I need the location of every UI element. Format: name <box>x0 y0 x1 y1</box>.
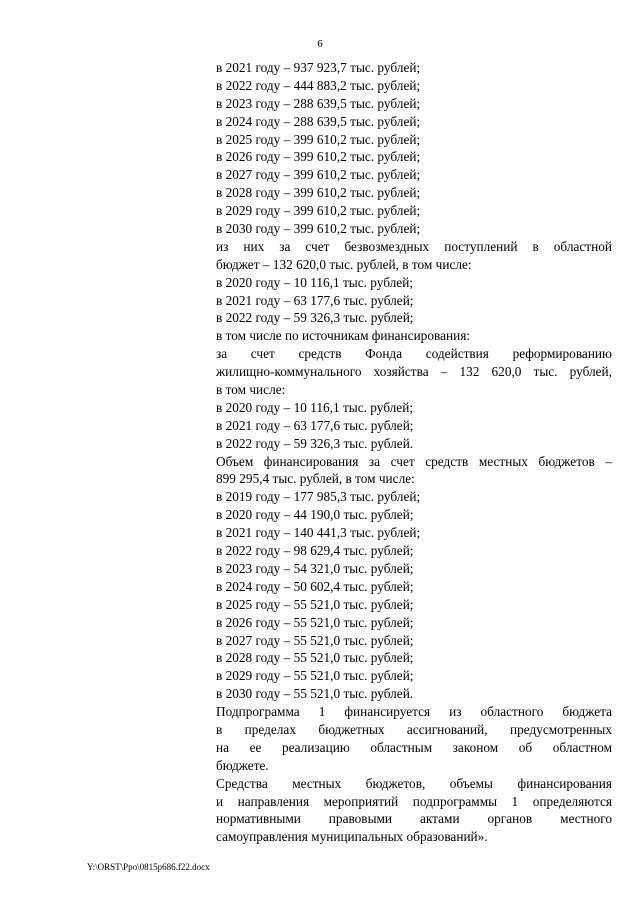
text-line: в 2027 году – 55 521,0 тыс. рублей; <box>216 632 414 648</box>
text-line: за счет средств Фонда содействия реформированию <box>216 346 612 362</box>
text-line: в 2026 году – 55 521,0 тыс. рублей; <box>216 614 414 630</box>
text-line: в 2022 году – 98 629,4 тыс. рублей; <box>216 543 414 559</box>
text-line: бюджете. <box>216 757 269 773</box>
text-line: в 2030 году – 55 521,0 тыс. рублей. <box>216 686 414 702</box>
text-line: в 2021 году – 140 441,3 тыс. рублей; <box>216 525 421 541</box>
text-line: в 2027 году – 399 610,2 тыс. рублей; <box>216 167 421 183</box>
text-line: в 2022 году – 59 326,3 тыс. рублей. <box>216 435 414 451</box>
text-line: на ее реализацию областным законом об областном <box>216 739 612 755</box>
text-line: в 2023 году – 54 321,0 тыс. рублей; <box>216 560 414 576</box>
text-line: в 2019 году – 177 985,3 тыс. рублей; <box>216 489 421 505</box>
text-line: в 2021 году – 63 177,6 тыс. рублей; <box>216 417 414 433</box>
text-line: в том числе по источникам финансирования: <box>216 328 471 344</box>
text-line: в 2020 году – 44 190,0 тыс. рублей; <box>216 507 414 523</box>
document-body <box>216 59 612 846</box>
text-line: и направления мероприятий подпрограммы 1 определяются <box>216 793 612 809</box>
text-line: из них за счет безвозмездных поступлений в областной <box>216 238 612 254</box>
text-line: в 2021 году – 937 923,7 тыс. рублей; <box>216 60 421 75</box>
text-line: 899 295,4 тыс. рублей, в том числе: <box>216 471 415 487</box>
text-line: Подпрограмма 1 финансируется из областного бюджета <box>216 704 612 720</box>
text-line: в 2028 году – 399 610,2 тыс. рублей; <box>216 185 421 201</box>
text-line: в 2020 году – 10 116,1 тыс. рублей; <box>216 274 414 290</box>
text-line: в 2024 году – 288 639,5 тыс. рублей; <box>216 113 421 129</box>
text-line: в 2020 году – 10 116,1 тыс. рублей; <box>216 399 414 415</box>
text-line: в 2030 году – 399 610,2 тыс. рублей; <box>216 221 421 237</box>
text-line: бюджет – 132 620,0 тыс. рублей, в том числе: <box>216 256 472 272</box>
text-line: в 2029 году – 55 521,0 тыс. рублей; <box>216 668 414 684</box>
text-line: в 2025 году – 55 521,0 тыс. рублей; <box>216 596 414 612</box>
text-line: нормативными правовыми актами органов местного <box>216 811 612 827</box>
text-line: Объем финансирования за счет средств местных бюджетов – <box>216 453 612 469</box>
text-line: в 2026 году – 399 610,2 тыс. рублей; <box>216 149 421 165</box>
text-line: в 2025 году – 399 610,2 тыс. рублей; <box>216 131 421 147</box>
text-line: самоуправления муниципальных образований». <box>216 829 488 845</box>
text-line: в 2023 году – 288 639,5 тыс. рублей; <box>216 95 421 111</box>
text-line: в 2022 году – 444 883,2 тыс. рублей; <box>216 77 421 93</box>
page-number: 6 <box>317 38 323 50</box>
text-line: Средства местных бюджетов, объемы финансирования <box>216 775 612 791</box>
text-line: в 2022 году – 59 326,3 тыс. рублей; <box>216 310 414 326</box>
text-line: в пределах бюджетных ассигнований, предусмотренных <box>216 721 612 737</box>
text-line: в 2021 году – 63 177,6 тыс. рублей; <box>216 292 414 308</box>
text-line: в 2024 году – 50 602,4 тыс. рублей; <box>216 578 414 594</box>
text-line: в 2028 году – 55 521,0 тыс. рублей; <box>216 650 414 666</box>
text-line: жилищно-коммунального хозяйства – 132 620,0 тыс. рублей, <box>216 364 612 380</box>
text-line: в 2029 году – 399 610,2 тыс. рублей; <box>216 203 421 219</box>
text-line: в том числе: <box>216 382 286 398</box>
file-path-footer: Y:\ORST\Ppo\0815p686.f22.docx <box>87 862 210 872</box>
